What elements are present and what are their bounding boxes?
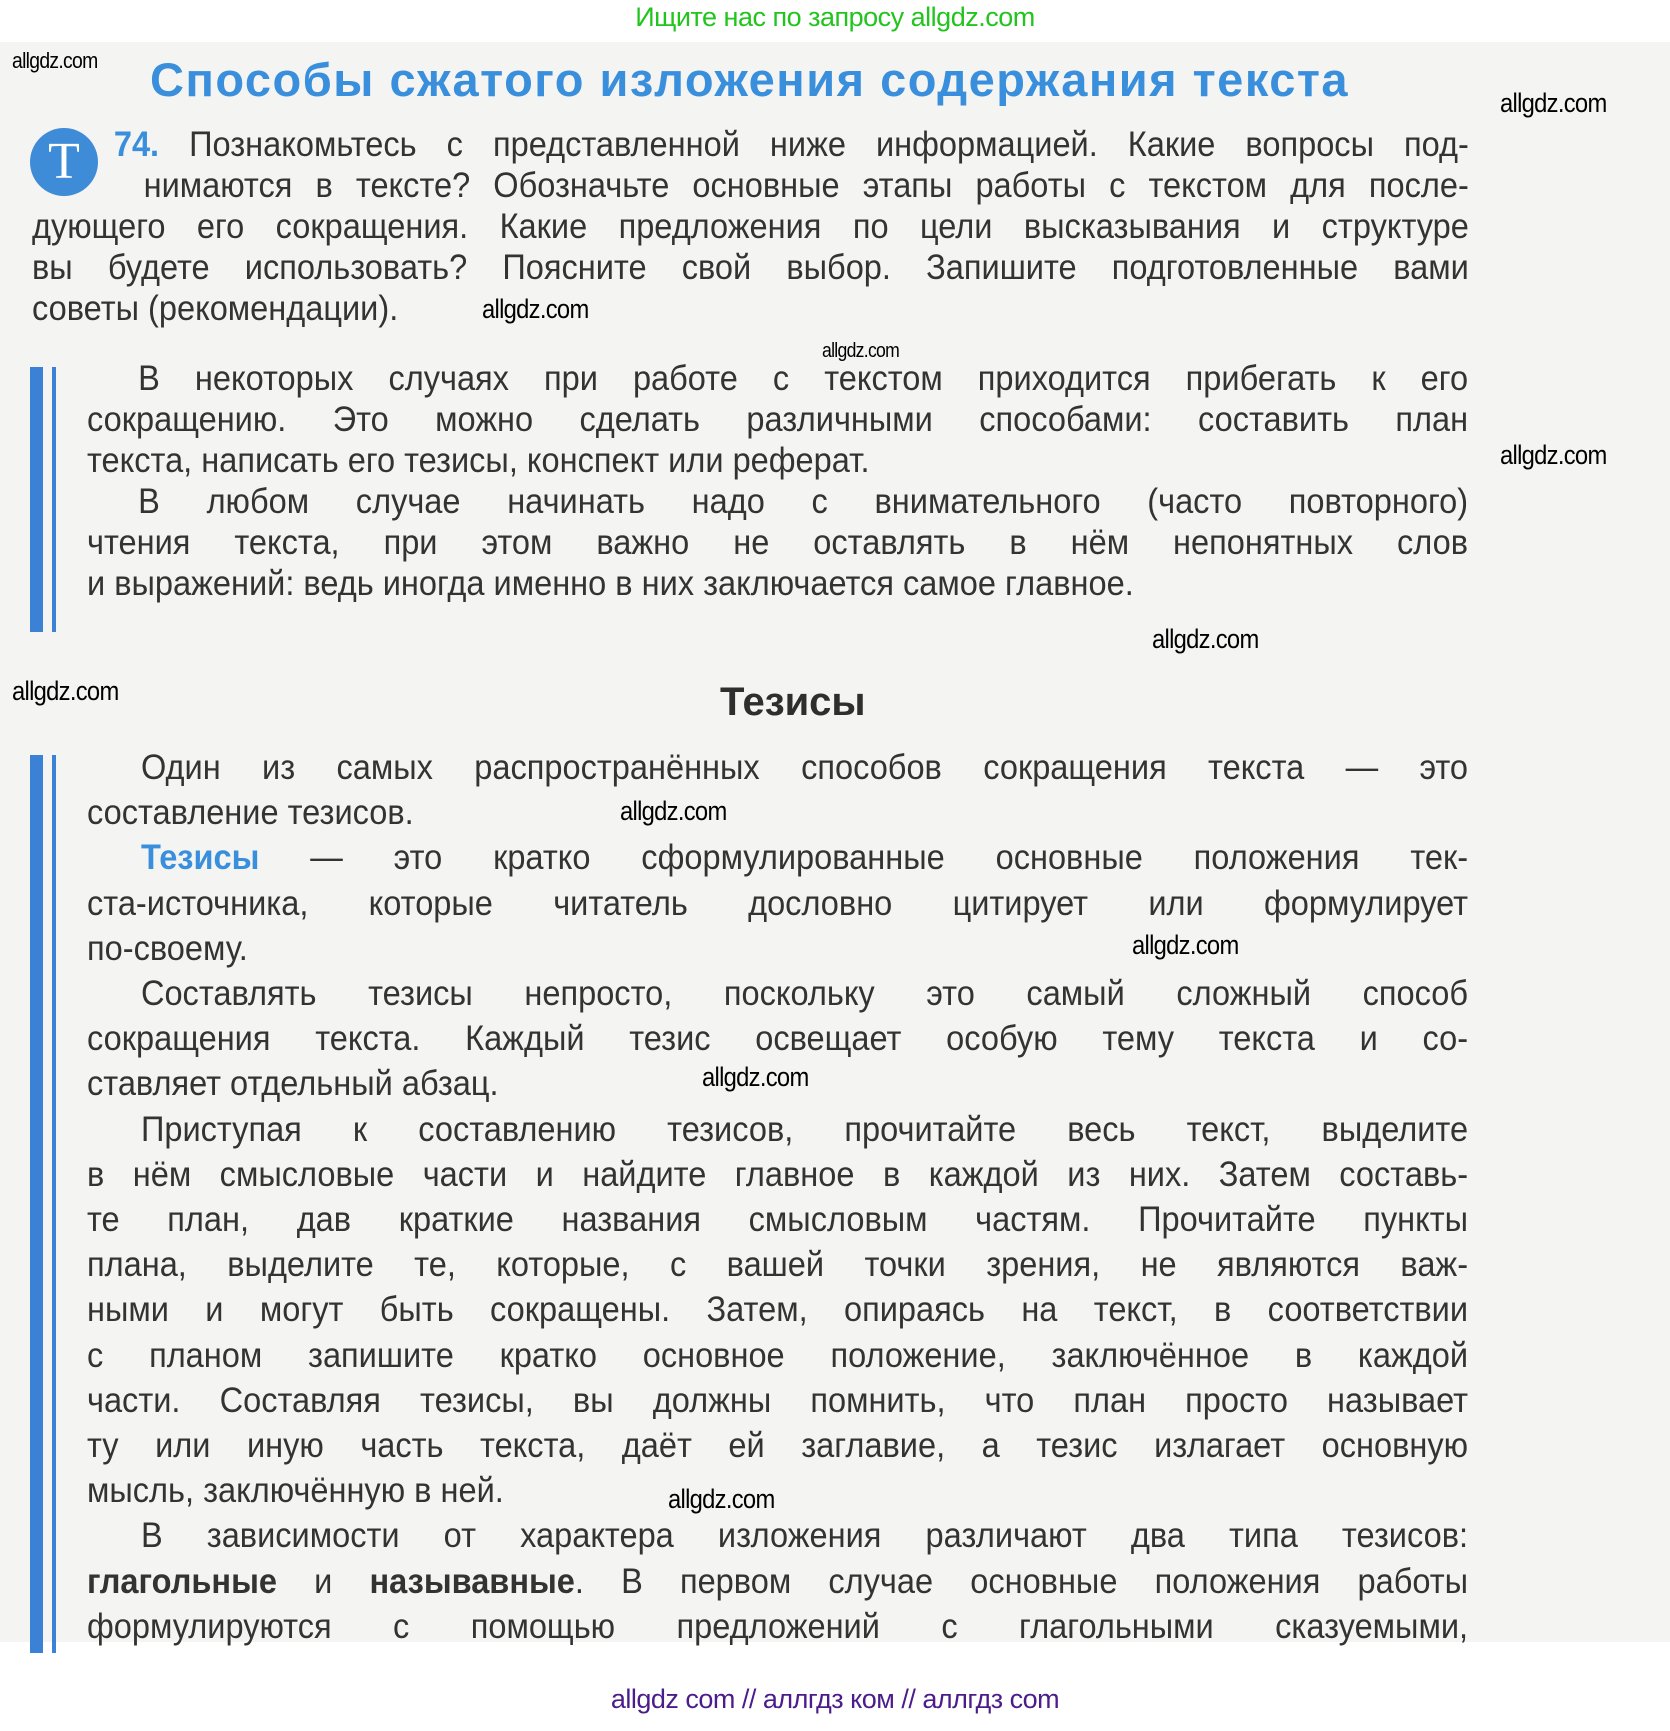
section-heading: Тезисы [720,680,866,724]
intro-line: сокращению. Это можно сделать различными способами: составить план [87,400,1469,439]
para3-line: плана, выделите те, которые, с вашей точки зрения, не являются важ- [87,1245,1469,1285]
page-title: Способы сжатого изложения содержания текста [150,53,1350,106]
intro-text [87,358,1468,604]
term-thesis: Тезисы [140,838,260,878]
watermark: allgdz.com [668,1484,775,1514]
watermark: allgdz.com [1500,440,1607,470]
theory-badge-icon: Т [30,128,98,196]
watermark: allgdz.com [620,796,727,826]
intro-line: и выражений: ведь иногда именно в них заключается самое главное. [87,564,1134,603]
footer-watermark: allgdz com // аллгдз ком // аллгдз com [610,1684,1060,1714]
para3-line: ту или иную часть текста, даёт ей заглавие, а тезис излагает основную [87,1426,1469,1466]
para4-line: глагольные и называвные. В первом случае основные положения работы [87,1561,1469,1601]
section-bar-thick [30,755,43,1653]
intro-line: В некоторых случаях при работе с текстом приходится прибегать к его [138,359,1469,398]
task-line: нимаются в тексте? Обозначьте основные этапы работы с текстом для после- [143,166,1469,205]
para4-line: формулируются с помощью предложений с глагольными сказуемыми, [87,1606,1469,1646]
watermark: allgdz.com [822,340,900,362]
para3-line: в нём смысловые части и найдите главное в каждой из них. Затем составь- [87,1154,1469,1194]
section-text [87,745,1468,1649]
para3-line: с планом запишите кратко основное положение, заключённое в каждой [87,1335,1469,1375]
para3-line: мысль, заключённую в ней. [87,1471,504,1511]
watermark: allgdz.com [1500,88,1607,118]
intro-bar-thick [30,367,43,632]
para2-line: ставляет отдельный абзац. [87,1064,499,1104]
definition-line: Тезисы — это кратко сформулированные основные положения тек- [140,838,1469,878]
search-banner: Ищите нас по запросу allgdz.com [635,2,1035,32]
para4-line: В зависимости от характера изложения различают два типа тезисов: [140,1516,1469,1556]
watermark: allgdz.com [12,48,98,73]
task-line: 74. Познакомьтесь с представленной ниже информацией. Какие вопросы под- [113,125,1469,164]
watermark: allgdz.com [1152,624,1259,654]
watermark: allgdz.com [12,676,119,706]
watermark: allgdz.com [1132,930,1239,960]
para3-line: ными и могут быть сокращены. Затем, опираясь на текст, в соответствии [87,1290,1469,1330]
definition-line: по-своему. [87,928,248,968]
task-line: советы (рекомендации). [32,289,399,328]
task-line: дующего его сокращения. Какие предложения по цели высказывания и структуре [32,207,1469,246]
watermark: allgdz.com [482,294,589,324]
para3-line: те план, дав краткие названия смысловым частям. Прочитайте пункты [87,1200,1469,1240]
section-line: составление тезисов. [87,793,414,833]
term-nominal: называвные [369,1561,575,1601]
intro-line: чтения текста, при этом важно не оставлять в нём непонятных слов [87,523,1469,562]
intro-line: текста, написать его тезисы, конспект или реферат. [87,441,870,480]
watermark: allgdz.com [702,1062,809,1092]
task-number: 74. [113,125,160,164]
definition-line: ста-источника, которые читатель дословно цитирует или формулирует [87,883,1469,923]
section-line: Один из самых распространённых способов сокращения текста — это [140,748,1469,787]
intro-bar-thin [52,367,56,632]
para3-line: Приступая к составлению тезисов, прочитайте весь текст, выделите [140,1109,1469,1149]
task-line: вы будете использовать? Поясните свой выбор. Запишите подготовленные вами [32,248,1469,287]
term-verbal: глагольные [87,1561,277,1601]
para3-line: части. Составляя тезисы, вы должны помнить, что план просто называет [87,1380,1469,1420]
para2-line: сокращения текста. Каждый тезис освещает особую тему текста и со- [87,1019,1469,1059]
task-text [32,124,1469,329]
section-bar-thin [52,755,56,1653]
intro-line: В любом случае начинать надо с внимательного (часто повторного) [138,482,1469,521]
para2-line: Составлять тезисы непросто, поскольку это самый сложный способ [140,974,1469,1014]
